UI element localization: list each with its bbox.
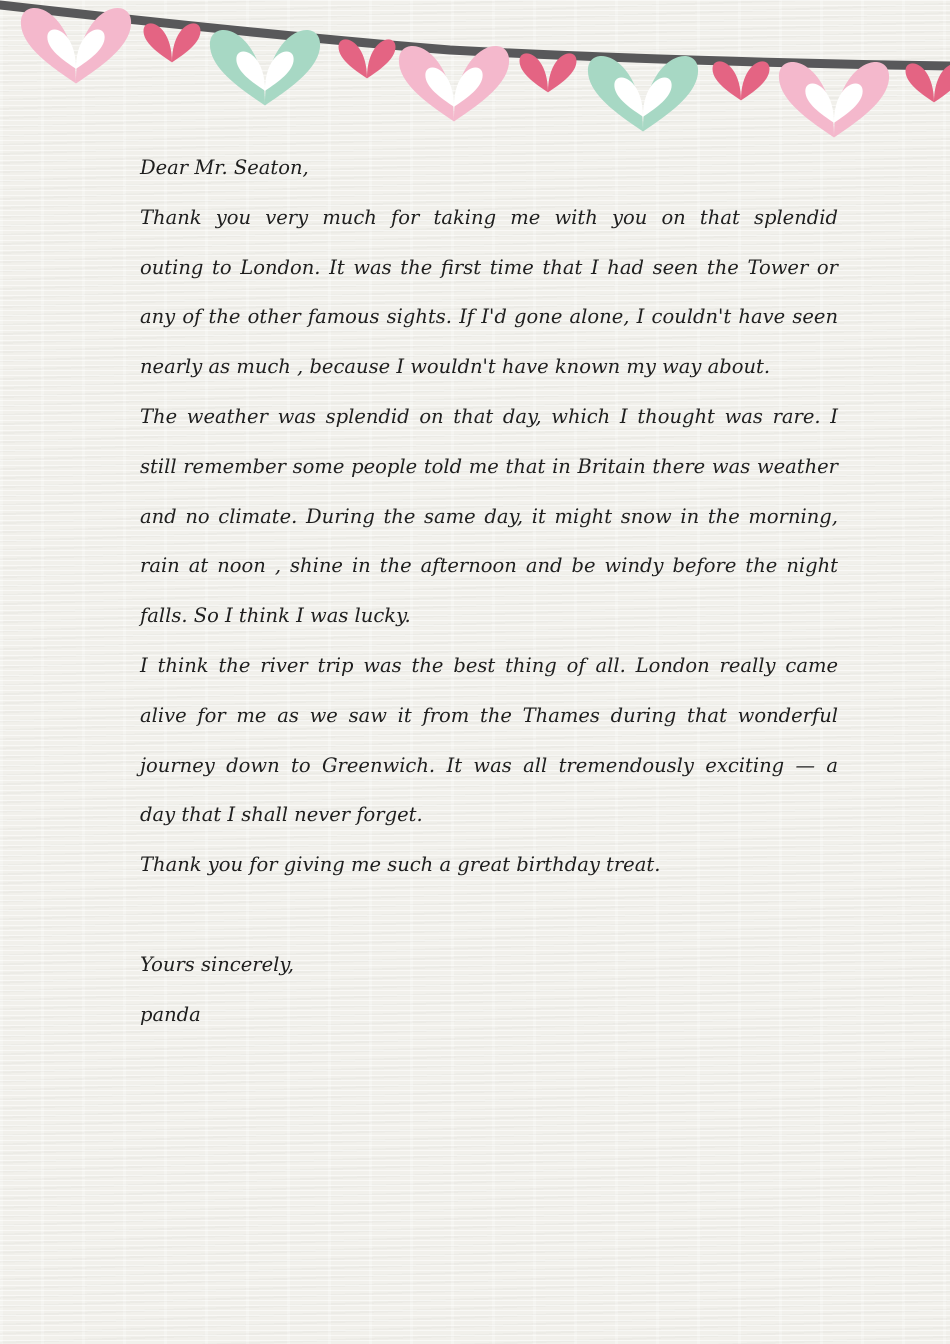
heart-icon xyxy=(399,46,509,121)
heart-icon xyxy=(779,62,889,137)
letter-line: any of the other famous sights. If I'd gone alone, I couldn't have seen xyxy=(140,305,838,329)
heart-icon xyxy=(520,53,577,92)
letter-line: The weather was splendid on that day, which I thought was rare. I xyxy=(140,404,838,428)
heart-icon xyxy=(210,30,320,105)
heart-icon xyxy=(713,61,770,100)
letter-line: nearly as much , because I wouldn't have known my way about. xyxy=(140,355,771,379)
greeting: Dear Mr. Seaton, xyxy=(140,156,309,179)
letter-line: Thank you very much for taking me with you on that splendid xyxy=(140,205,838,229)
letter-line: Thank you for giving me such a great birthday treat. xyxy=(140,853,661,877)
closing: Yours sincerely, xyxy=(140,952,294,976)
heart-icon xyxy=(588,56,698,131)
letter-line: and no climate. During the same day, it might snow in the morning, xyxy=(140,504,838,528)
letter-line: rain at noon , shine in the afternoon and be windy before the night xyxy=(140,554,838,578)
letter-line: journey down to Greenwich. It was all tremendously exciting — a xyxy=(140,753,838,777)
letter-line: alive for me as we saw it from the Thames during that wonderful xyxy=(140,703,838,727)
heart-icon xyxy=(144,23,201,62)
heart-icon xyxy=(21,8,131,83)
letter-line: outing to London. It was the first time that I had seen the Tower or xyxy=(140,255,838,279)
letter-line: still remember some people told me that in Britain there was weather xyxy=(140,454,838,478)
letter-line: falls. So I think I was lucky. xyxy=(140,604,411,628)
signature: panda xyxy=(140,1002,201,1026)
letter-line: I think the river trip was the best thing of all. London really came xyxy=(140,653,838,677)
blank-line xyxy=(140,890,838,940)
letter-line: day that I shall never forget. xyxy=(140,803,423,827)
letter-body xyxy=(140,143,838,1039)
